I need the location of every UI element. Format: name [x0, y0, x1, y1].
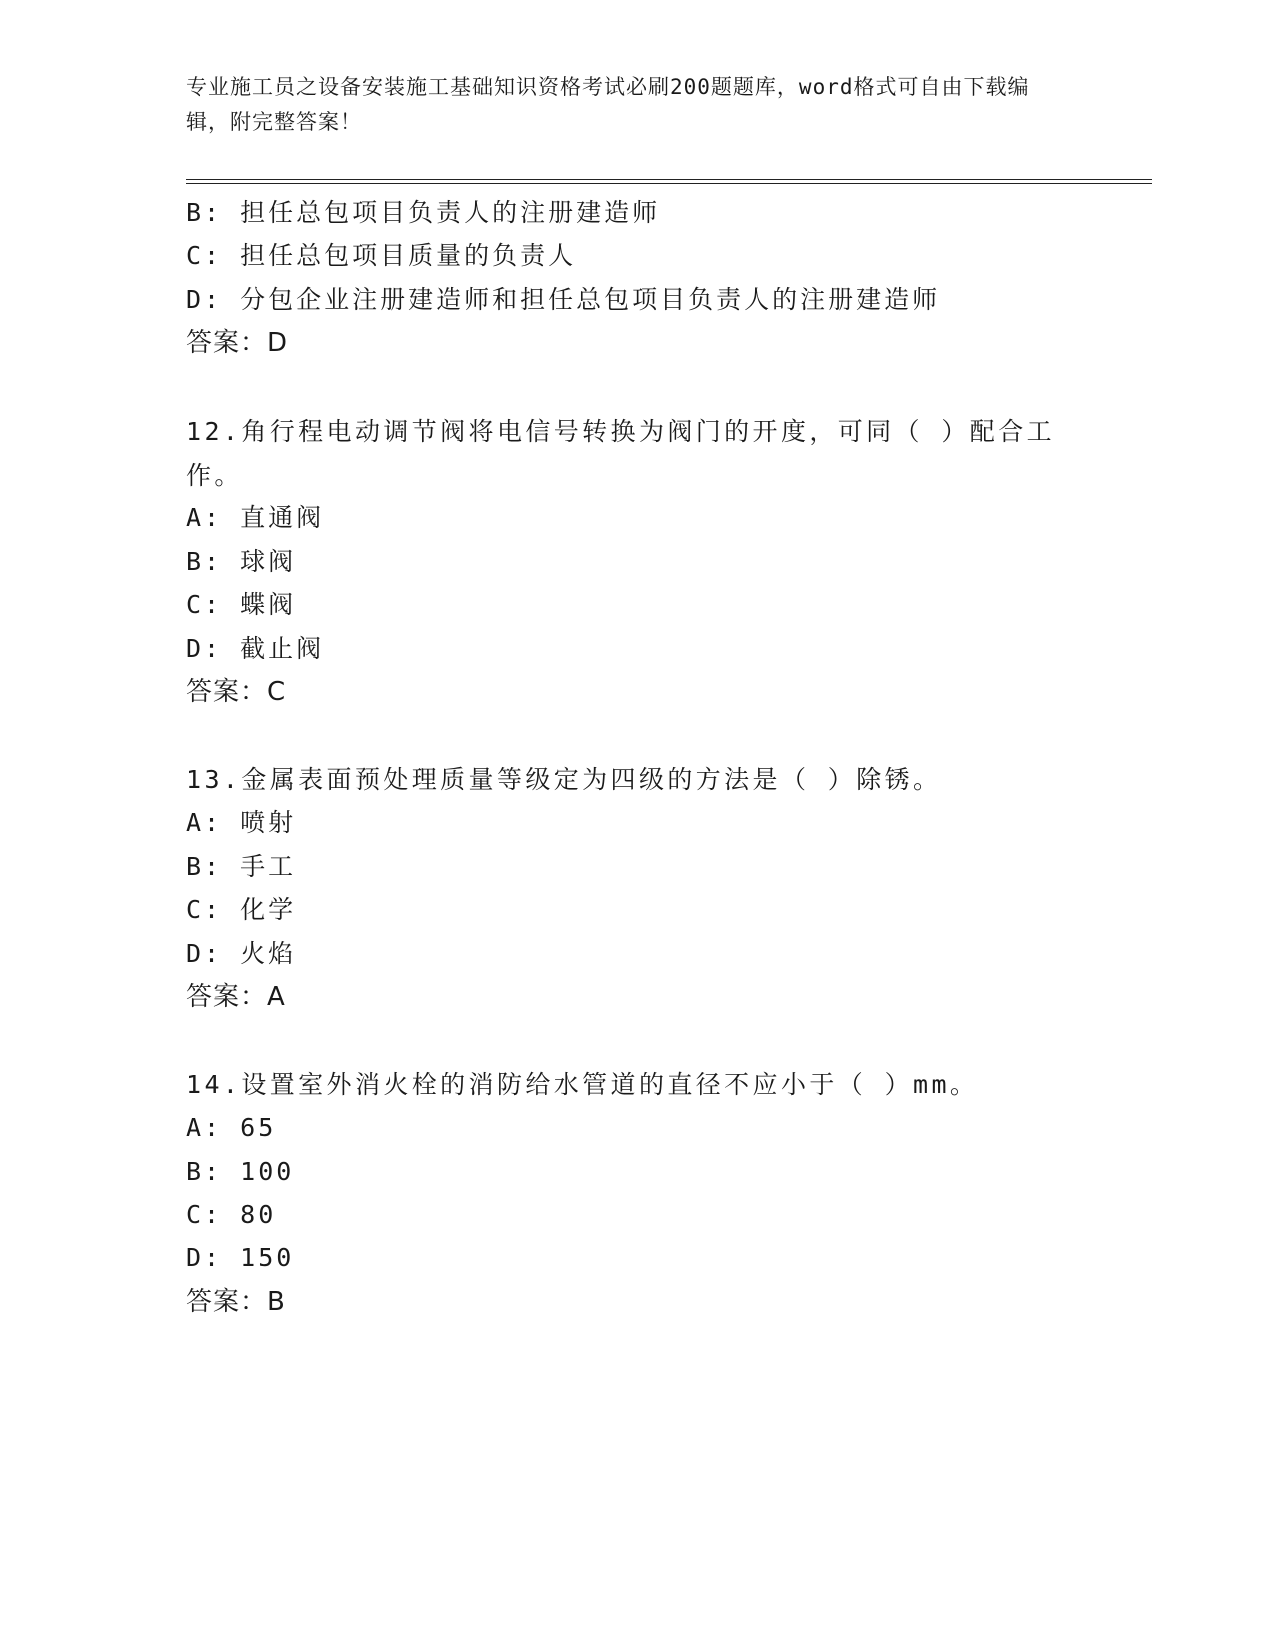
- q12-option-b: B: 球阀: [186, 547, 297, 576]
- q14-answer: 答案：B: [186, 1287, 286, 1317]
- q11-answer: 答案：D: [186, 328, 289, 358]
- q12-option-d: D: 截止阀: [186, 634, 325, 663]
- q12-option-a: A: 直通阀: [186, 503, 325, 532]
- q13-option-a: A: 喷射: [186, 808, 297, 837]
- q13-question: 13.金属表面预处理质量等级定为四级的方法是（ ）除锈。: [186, 765, 942, 794]
- q11-option-d: D: 分包企业注册建造师和担任总包项目负责人的注册建造师: [186, 285, 941, 314]
- header-divider: [186, 179, 1152, 180]
- document-header: 专业施工员之设备安装施工基础知识资格考试必刷200题题库，word格式可自由下载编辑，附完整答案！: [186, 75, 1030, 134]
- q14-option-b: B: 100: [186, 1157, 295, 1186]
- q14-option-d: D: 150: [186, 1243, 295, 1272]
- q14-option-a: A: 65: [186, 1113, 277, 1142]
- q13-answer: 答案：A: [186, 982, 286, 1012]
- q13-option-c: C: 化学: [186, 895, 297, 924]
- q11-option-c: C: 担任总包项目质量的负责人: [186, 241, 577, 270]
- header-divider-second: [186, 183, 1152, 184]
- q14-option-c: C: 80: [186, 1200, 277, 1229]
- q13-option-b: B: 手工: [186, 852, 297, 881]
- q13-option-d: D: 火焰: [186, 939, 297, 968]
- q11-option-b: B: 担任总包项目负责人的注册建造师: [186, 198, 661, 227]
- q12-option-c: C: 蝶阀: [186, 590, 297, 619]
- q14-question: 14.设置室外消火栓的消防给水管道的直径不应小于（ ）mm。: [186, 1070, 979, 1099]
- q12-question: 12.角行程电动调节阀将电信号转换为阀门的开度，可同（ ）配合工作。: [186, 417, 1056, 490]
- q12-answer: 答案：C: [186, 677, 287, 707]
